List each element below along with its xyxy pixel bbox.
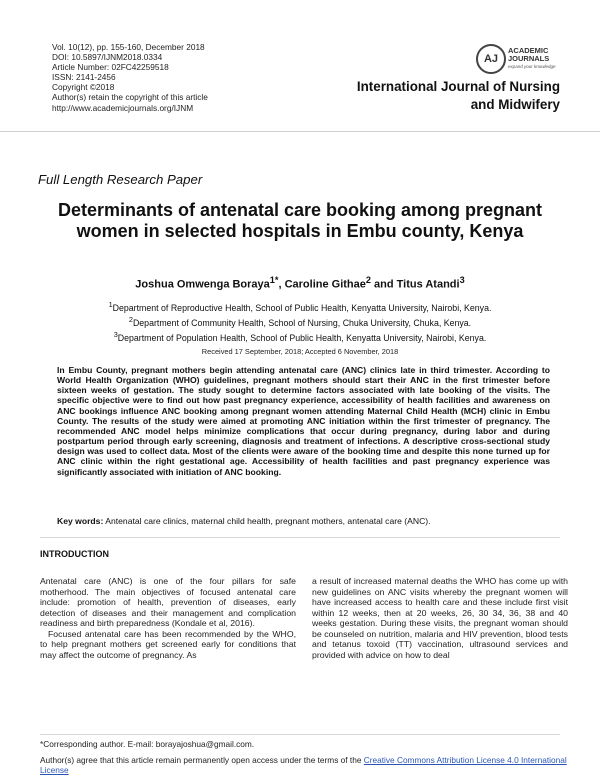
keywords-text: Antenatal care clinics, maternal child health, pregnant mothers, antenatal care (ANC). [105, 516, 431, 526]
author-list [40, 275, 560, 291]
keywords-label: Key words: [57, 516, 104, 526]
body-column-left [40, 576, 296, 660]
section-heading: INTRODUCTION [40, 549, 109, 559]
affiliation [40, 299, 560, 314]
licence-note [40, 755, 580, 775]
meta-line: Copyright ©2018 [52, 82, 115, 93]
affiliations [40, 299, 560, 344]
affiliation-text: Department of Community Health, School of Nursing, Chuka University, Chuka, Kenya. [132, 317, 472, 328]
meta-url[interactable]: http://www.academicjournals.org/IJNM [52, 102, 194, 113]
body-paragraph: a result of increased maternal deaths the WHO has come up with new guidelines on ANC visits whereby the pregnant women will have increased access to health care and these include first visit within 12 weeks, then at 20 weeks, 26, 30 34, 36, 38 and 40 weeks gestation. During these visits, the pregnant woman should be counseled on nutrition, malaria and HIV prevention, blood tests and tetanus toxoid (TT) vaccination, ultrasound services and provided with advice on how to deal [312, 576, 568, 660]
abstract: In Embu County, pregnant mothers begin attending antenatal care (ANC) clinics late in third trimester. According to World Health Organization (WHO) guidelines, pregnant mothers should start their ANC in the first trimester before sixteen weeks of gestation. The study sought to determine factors associated with late booking of the visits. The specific objective were to find out how past pregnancy experience, accessibility of health facilities and awareness on ANC bookings influence ANC booking among pregnant women attending Maternal Child Health (MCH) clinic in Embu County. The results of the study were aimed at promoting ANC initiation within the first trimester of pregnancy. The recommended ANC model helps minimize complications that occur during pregnancy, during labor and during postpartum period through early screening, diagnosis and treatment of infections. A descriptive cross-sectional study design was used to collect data. Most of the clients were aware of the booking time and despite this none turned up for ANC clinic within the right gestational age. Accessibility of health facilities and past pregnancy experience was significantly associated with initiation of ANC booking. [57, 365, 550, 477]
author-sup: 1* [269, 275, 279, 285]
publisher-logo [476, 44, 596, 78]
author-name: Joshua Omwenga Boraya [135, 278, 270, 291]
body-paragraph: Antenatal care (ANC) is one of the four pillars for safe motherhood. The main objectives of focused antenatal care include: promotion of health, prevention of diseases, early detection of diseases and their management and complication readiness and birth preparedness (Kondale et al, 2016). [40, 576, 296, 629]
footnote-divider [40, 734, 560, 735]
keywords [57, 516, 550, 526]
logo-line1: ACADEMIC [508, 46, 549, 55]
logo-tagline: expand your knowledge [508, 64, 556, 69]
licence-text: Author(s) agree that this article remain permanently open access under the terms of the [40, 755, 364, 765]
affiliation-sup: 2 [128, 314, 133, 324]
logo-mark: AJ [476, 44, 506, 74]
licence-link[interactable]: Creative Commons Attribution License 4.0 International License [40, 755, 567, 775]
author-name: Titus Atandi [396, 278, 460, 291]
paper-type: Full Length Research Paper [38, 172, 203, 187]
affiliation-sup: 1 [108, 300, 113, 309]
body-paragraph: Focused antenatal care has been recommended by the WHO, to help pregnant mothers get screened early for conditions that may affect the outcome of pregnancy. As [40, 628, 296, 660]
author-separator: , [278, 278, 285, 291]
affiliation-text: Department of Reproductive Health, School of Public Health, Kenyatta University, Nairobi, Kenya. [112, 302, 492, 313]
affiliation [40, 314, 560, 329]
journal-name: International Journal of Nursing and Midwifery [356, 79, 560, 112]
meta-line: DOI: 10.5897/IJNM2018.0334 [52, 52, 163, 63]
author-name: Caroline Githae [284, 278, 366, 291]
author-sup: 3 [459, 275, 465, 285]
meta-line: Article Number: 02FC42259518 [52, 62, 169, 73]
logo-line2: JOURNALS [508, 54, 550, 63]
meta-line: Vol. 10(12), pp. 155-160, December 2018 [52, 42, 205, 52]
affiliation-text: Department of Population Health, School of Public Health, Kenyatta University, Nairobi, Kenya. [117, 332, 487, 343]
section-divider [40, 537, 560, 538]
author-sup: 2 [365, 275, 371, 285]
body-column-right [312, 576, 568, 660]
paper-title: Determinants of antenatal care booking among pregnant women in selected hospitals in Embu county, Kenya [57, 200, 543, 241]
meta-line: ISSN: 2141-2456 [52, 72, 116, 83]
author-separator: and [370, 278, 397, 291]
received-dates: Received 17 September, 2018; Accepted 6 November, 2018 [201, 347, 399, 356]
header-divider [0, 131, 600, 132]
affiliation [40, 329, 560, 344]
corresponding-author: *Corresponding author. E-mail: borayajoshua@gmail.com. [40, 739, 255, 749]
meta-line: Author(s) retain the copyright of this article [52, 92, 208, 103]
article-metadata [52, 42, 208, 113]
affiliation-sup: 3 [113, 329, 118, 339]
